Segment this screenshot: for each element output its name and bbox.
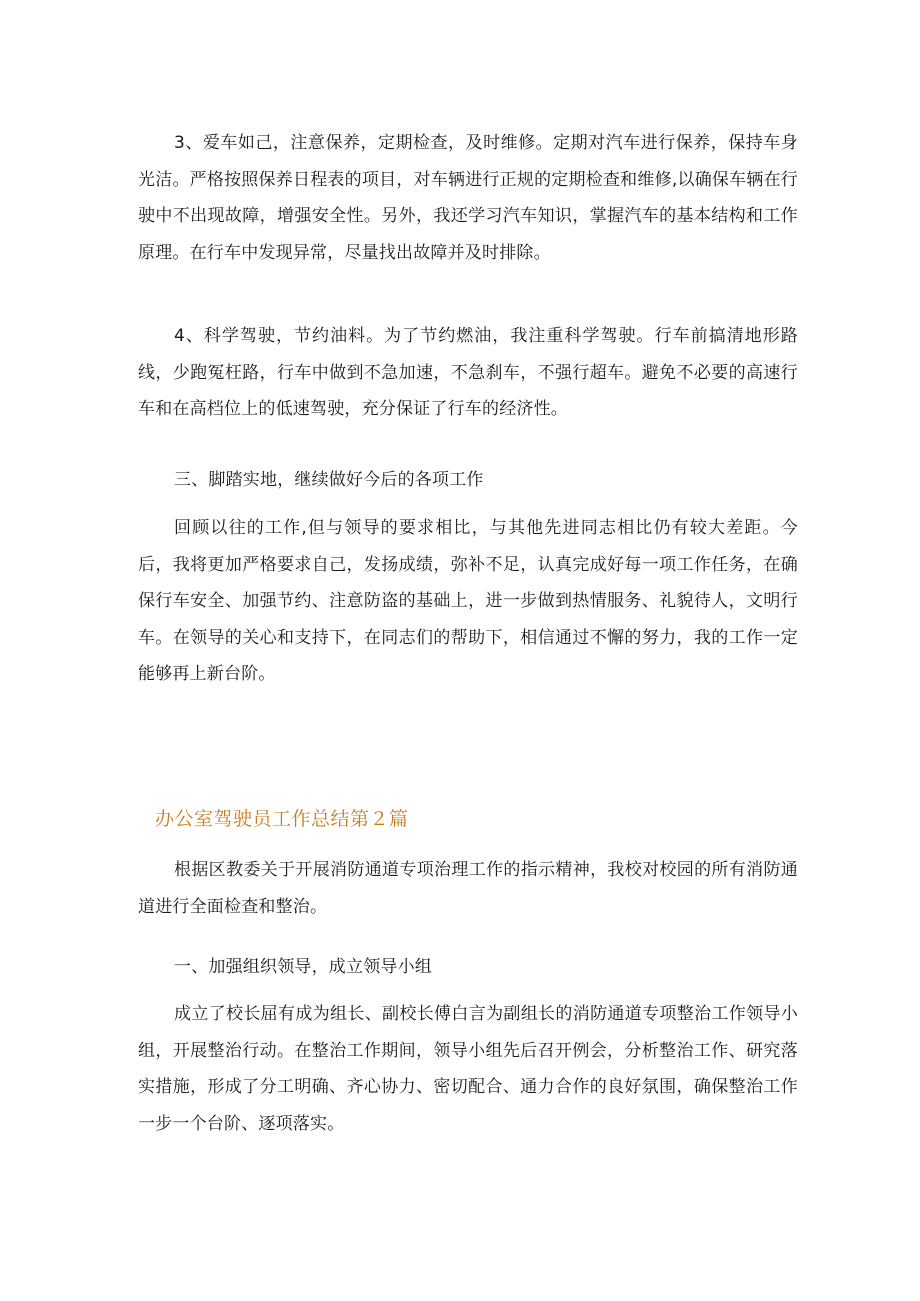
paragraph-intro: 根据区教委关于开展消防通道专项治理工作的指示精神，我校对校园的所有消防通道进行全面检查和整治。 (138, 860, 798, 917)
article-title: 办公室驾驶员工作总结第２篇 (155, 808, 409, 830)
paragraph-driving: 4、科学驾驶，节约油料。为了节约燃油，我注重科学驾驶。行车前搞清地形路线，少跑冤枉路，行车中做到不急加速，不急刹车，不强行超车。避免不必要的高速行车和在高档位上的低速驾驶，充分保证了行车的经济性。 (138, 326, 798, 419)
paragraph-maintenance: 3、爱车如己，注意保养，定期检查，及时维修。定期对汽车进行保养，保持车身光洁。严格按照保养日程表的项目，对车辆进行正规的定期检查和维修,以确保车辆在行驶中不出现故障，增强安全性。另外，我还学习汽车知识，掌握汽车的基本结构和工作原理。在行车中发现异常，尽量找出故障并及时排除。 (138, 133, 798, 263)
paragraph-review: 回顾以往的工作,但与领导的要求相比，与其他先进同志相比仍有较大差距。今后，我将更加严格要求自己，发扬成绩，弥补不足，认真完成好每一项工作任务，在确保行车安全、加强节约、注意防盗的基础上，进一步做到热情服务、礼貌待人，文明行车。在领导的关心和支持下，在同志们的帮助下，相信通过不懈的努力，我的工作一定能够再上新台阶。 (138, 518, 798, 684)
section-heading-leadership: 一、加强组织领导，成立领导小组 (174, 957, 432, 977)
paragraph-leadership-group: 成立了校长屈有成为组长、副校长傅白言为副组长的消防通道专项整治工作领导小组，开展整治行动。在整治工作期间，领导小组先后召开例会，分析整治工作、研究落实措施，形成了分工明确、齐心协力、密切配合、通力合作的良好氛围，确保整治工作一步一个台阶、逐项落实。 (138, 1004, 798, 1134)
section-heading-future-work: 三、脚踏实地，继续做好今后的各项工作 (174, 470, 484, 490)
